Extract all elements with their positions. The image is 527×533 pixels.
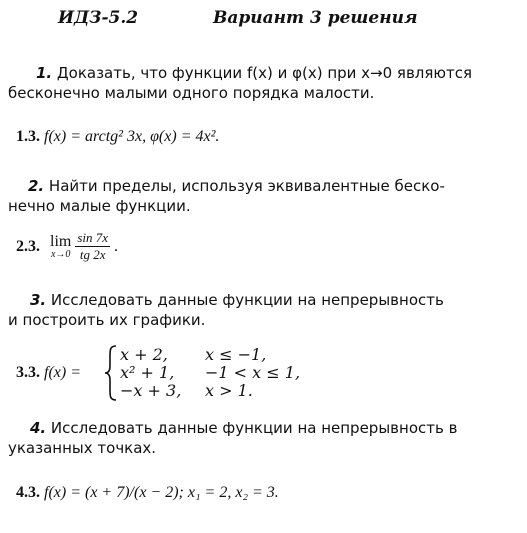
problem-3-3-label xyxy=(16,364,81,382)
problem-1-3-number: 1.3. xyxy=(16,128,40,145)
problem-2-3-end: . xyxy=(114,237,119,255)
fraction xyxy=(75,230,110,263)
problem-3-3-lhs: f(x) = xyxy=(44,364,81,381)
task-4-number: 4. xyxy=(30,419,47,437)
task-2-text-1: Найти пределы, используя эквивалентные беско- xyxy=(48,177,445,195)
task-4-text-1: Исследовать данные функции на непрерывность в xyxy=(50,419,458,437)
lim-subscript: x→0 xyxy=(50,249,71,260)
task-2-line-1 xyxy=(28,176,445,196)
case-1-expr: x + 2, xyxy=(120,345,168,364)
case-2-cond: −1 < x ≤ 1, xyxy=(205,363,301,382)
problem-2-3-number: 2.3. xyxy=(16,237,40,255)
fraction-numerator: sin 7x xyxy=(77,230,109,245)
problem-4-3-text: f(x) = (x + 7)/(x − 2); x₁ = 2, x₂ = 3. xyxy=(44,484,279,501)
problem-4-3 xyxy=(16,484,279,502)
case-1-cond: x ≤ −1, xyxy=(205,345,267,364)
case-3-cond: x > 1. xyxy=(205,381,253,400)
task-1-number: 1. xyxy=(36,64,53,82)
problem-4-3-number: 4.3. xyxy=(16,484,40,501)
lim-text: lim xyxy=(50,233,72,250)
task-1-text-1: Доказать, что функции f(x) и φ(x) при x→0 являются xyxy=(56,64,473,82)
variant-title: Вариант 3 решения xyxy=(213,8,418,28)
task-4-line-1 xyxy=(30,418,457,438)
task-3-number: 3. xyxy=(30,291,47,309)
problem-1-3 xyxy=(16,128,219,146)
task-1-line-1 xyxy=(36,63,472,83)
problem-3-3-number: 3.3. xyxy=(16,364,40,381)
case-2-expr: x² + 1, xyxy=(120,363,175,382)
fraction-denominator: tg 2x xyxy=(79,247,106,262)
problem-1-3-text: f(x) = arctg² 3x, φ(x) = 4x². xyxy=(44,128,220,145)
task-3-line-1 xyxy=(30,290,444,310)
doc-code: ИДЗ-5.2 xyxy=(58,8,139,28)
limit-operator xyxy=(50,233,71,260)
problem-2-3 xyxy=(16,230,118,263)
task-4-text-2: указанных точках. xyxy=(8,439,157,457)
task-3-text-2: и построить их графики. xyxy=(8,311,206,329)
task-3-text-1: Исследовать данные функции на непрерывность xyxy=(50,291,444,309)
left-brace-icon xyxy=(104,344,118,402)
task-2-number: 2. xyxy=(28,177,45,195)
task-2-text-2: нечно малые функции. xyxy=(8,197,191,215)
case-3-expr: −x + 3, xyxy=(120,381,182,400)
task-1-text-2: бесконечно малыми одного порядка малости. xyxy=(8,84,375,102)
